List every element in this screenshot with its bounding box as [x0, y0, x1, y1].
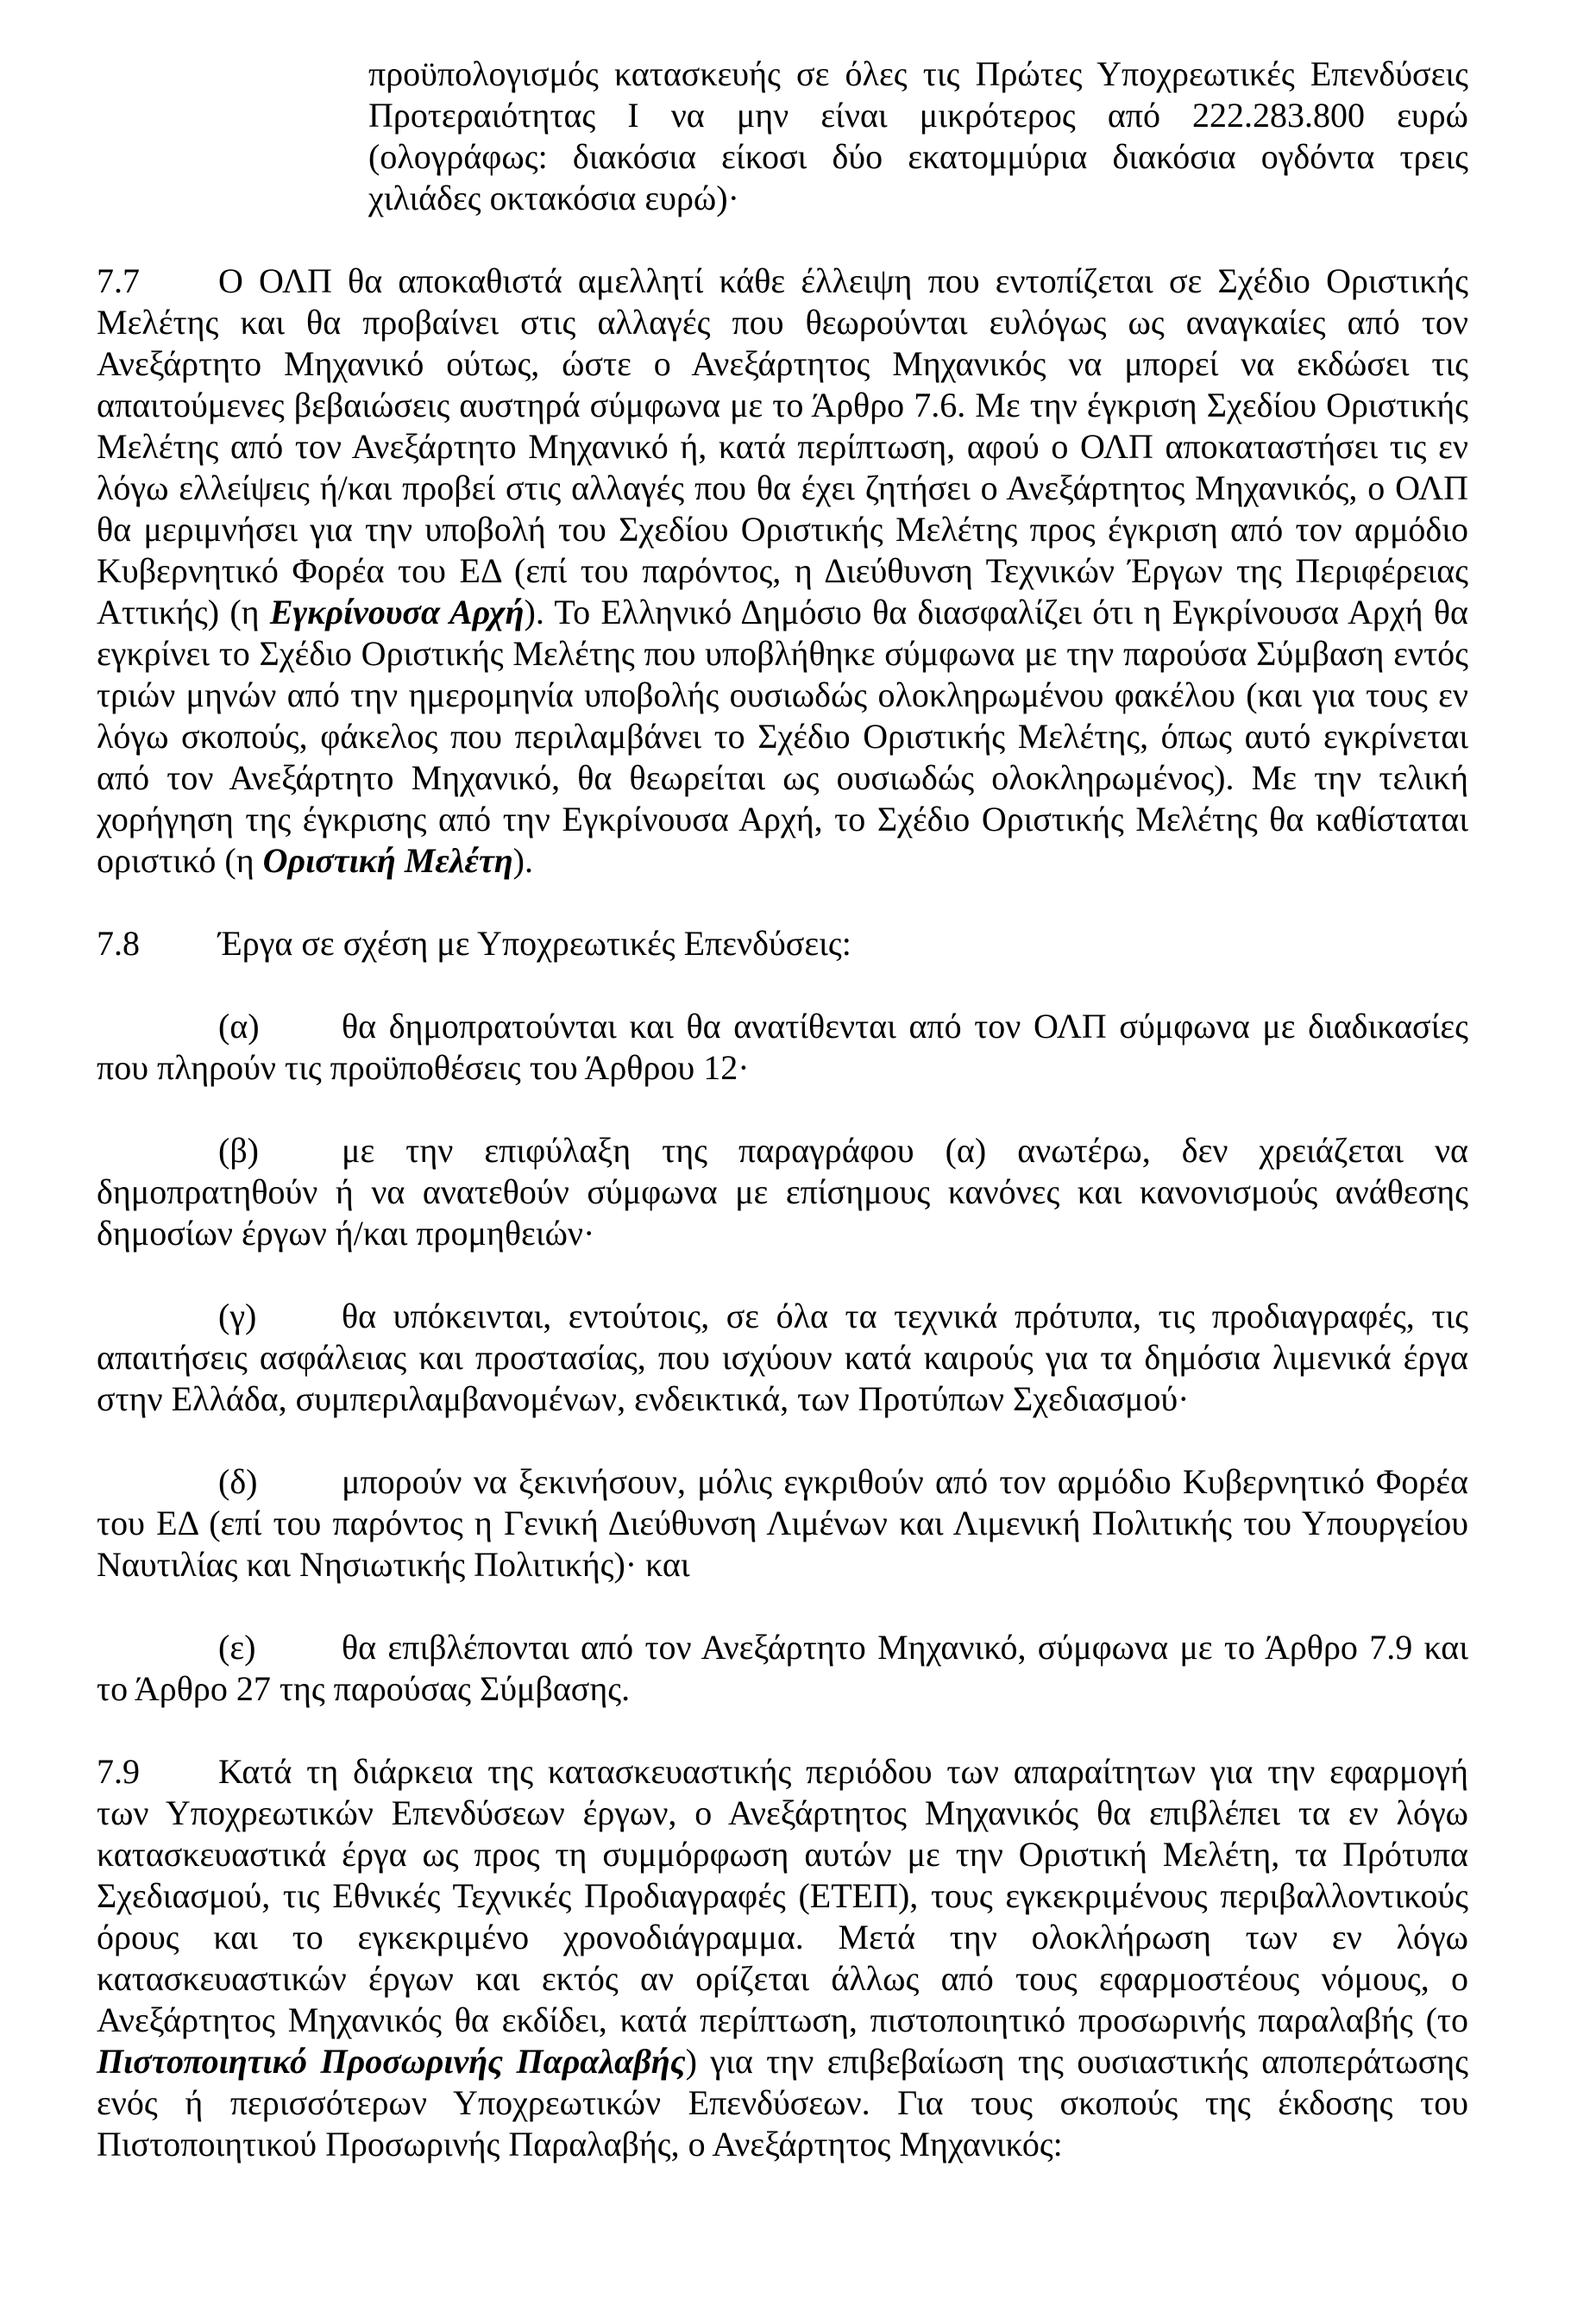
clause-text: ).	[512, 841, 533, 880]
clause-text: Κατά τη διάρκεια της κατασκευαστικής περιόδου των απαραίτητων για την εφαρμογή των Υποχρεωτικών Επενδύσεων έργων, ο Ανεξάρτητος Μηχανικός θα επιβλέπει τα εν λόγω κατασκευαστικά έργα ως προς τη συμμόρφωση αυτών με την Οριστική Μελέτη, τα Πρότυπα Σχεδιασμού, τις Εθνικές Τεχνικές Προδιαγραφές (ΕΤΕΠ), τους εγκεκριμένους περιβαλλοντικούς όρους και το εγκεκριμένο χρονοδιάγραμμα. Μετά την ολοκλήρωση των εν λόγω κατασκευαστικών έργων και εκτός αν ορίζεται άλλως από τους εφαρμοστέους νόμους, ο Ανεξάρτητος Μηχανικός θα εκδίδει, κατά περίπτωση, πιστοποιητικό προσωρινής παραλαβής (το	[97, 1752, 1468, 2039]
document-page	[97, 53, 1468, 2207]
clause-7-9	[97, 1751, 1468, 2165]
clause-7-8	[97, 923, 1468, 964]
item-text: με την επιφύλαξη της παραγράφου (α) ανωτέρω, δεν χρειάζεται να δημοπρατηθούν ή να ανατεθούν σύμφωνα με επίσημους κανόνες και κανονισμούς ανάθεσης δημοσίων έργων ή/και προμηθειών·	[97, 1131, 1468, 1253]
item-text: θα υπόκεινται, εντούτοις, σε όλα τα τεχνικά πρότυπα, τις προδιαγραφές, τις απαιτήσεις ασφάλειας και προστασίας, που ισχύουν κατά καιρούς για τα δημόσια λιμενικά έργα στην Ελλάδα, συμπεριλαμβανομένων, ενδεικτικά, των Προτύπων Σχεδιασμού·	[97, 1297, 1468, 1418]
list-item	[97, 1627, 1468, 1710]
item-label: (γ)	[218, 1297, 257, 1335]
clause-7-7	[97, 261, 1468, 882]
item-label: (α)	[218, 1007, 260, 1046]
list-item	[97, 1296, 1468, 1420]
list-item	[97, 1006, 1468, 1089]
clause-text: Έργα σε σχέση με Υποχρεωτικές Επενδύσεις:	[218, 924, 851, 963]
defined-term: Οριστική Μελέτη	[262, 841, 513, 880]
defined-term: Εγκρίνουσα Αρχή	[269, 593, 525, 631]
item-text: θα δημοπρατούνται και θα ανατίθενται από τον ΟΛΠ σύμφωνα με διαδικασίες που πληρούν τις προϋποθέσεις του Άρθρου 12·	[97, 1007, 1468, 1087]
clause-text: ). Το Ελληνικό Δημόσιο θα διασφαλίζει ότι η Εγκρίνουσα Αρχή θα εγκρίνει το Σχέδιο Οριστικής Μελέτης που υποβλήθηκε σύμφωνα με την παρούσα Σύμβαση εντός τριών μηνών από την ημερομηνία υποβολής ουσιωδώς ολοκληρωμένου φακέλου (και για τους εν λόγω σκοπούς, φάκελος που περιλαμβάνει το Σχέδιο Οριστικής Μελέτης, όπως αυτό εγκρίνεται από τον Ανεξάρτητο Μηχανικό, θα θεωρείται ως ουσιωδώς ολοκληρωμένος). Με την τελική χορήγηση της έγκρισης από την Εγκρίνουσα Αρχή, το Σχέδιο Οριστικής Μελέτης θα καθίσταται οριστικό (η	[97, 593, 1468, 880]
clause-number: 7.7	[97, 261, 140, 300]
clause-number: 7.8	[97, 924, 140, 963]
defined-term: Πιστοποιητικό Προσωρινής Παραλαβής	[97, 2042, 686, 2081]
item-label: (δ)	[218, 1462, 258, 1501]
list-item	[97, 1461, 1468, 1586]
item-text: μπορούν να ξεκινήσουν, μόλις εγκριθούν από τον αρμόδιο Κυβερνητικό Φορέα του ΕΔ (επί του παρόντος η Γενική Διεύθυνση Λιμένων και Λιμενική Πολιτικής του Υπουργείου Ναυτιλίας και Νησιωτικής Πολιτικής)· και	[97, 1462, 1468, 1584]
clause-text: Ο ΟΛΠ θα αποκαθιστά αμελλητί κάθε έλλειψη που εντοπίζεται σε Σχέδιο Οριστικής Μελέτης και θα προβαίνει στις αλλαγές που θεωρούνται ευλόγως ως αναγκαίες από τον Ανεξάρτητο Μηχανικό ούτως, ώστε ο Ανεξάρτητος Μηχανικός να μπορεί να εκδώσει τις απαιτούμενες βεβαιώσεις αυστηρά σύμφωνα με το Άρθρο 7.6. Με την έγκριση Σχεδίου Οριστικής Μελέτης από τον Ανεξάρτητο Μηχανικό ή, κατά περίπτωση, αφού ο ΟΛΠ αποκαταστήσει τις εν λόγω ελλείψεις ή/και προβεί στις αλλαγές που θα έχει ζητήσει ο Ανεξάρτητος Μηχανικός, ο ΟΛΠ θα μεριμνήσει για την υποβολή του Σχεδίου Οριστικής Μελέτης προς έγκριση από τον αρμόδιο Κυβερνητικό Φορέα του ΕΔ (επί του παρόντος, η Διεύθυνση Τεχνικών Έργων της Περιφέρειας Αττικής) (η	[97, 261, 1468, 631]
item-text: θα επιβλέπονται από τον Ανεξάρτητο Μηχανικό, σύμφωνα με το Άρθρο 7.9 και το Άρθρο 27 της παρούσας Σύμβασης.	[97, 1628, 1468, 1708]
clause-number: 7.9	[97, 1752, 140, 1791]
item-label: (β)	[218, 1131, 259, 1170]
list-item	[97, 1130, 1468, 1254]
clause-text: ) για την επιβεβαίωση της ουσιαστικής αποπεράτωσης ενός ή περισσότερων Υποχρεωτικών Επενδύσεων. Για τους σκοπούς της έκδοσης του Πιστοποιητικού Προσωρινής Παραλαβής, ο Ανεξάρτητος Μηχανικός:	[97, 2042, 1469, 2163]
continuation-paragraph: προϋπολογισμός κατασκευής σε όλες τις Πρώτες Υποχρεωτικές Επενδύσεις Προτεραιότητας Ι να μην είναι μικρότερος από 222.283.800 ευρώ (ολογράφως: διακόσια είκοσι δύο εκατομμύρια διακόσια ογδόντα τρεις χιλιάδες οκτακόσια ευρώ)·	[368, 54, 1468, 217]
item-label: (ε)	[218, 1628, 256, 1667]
